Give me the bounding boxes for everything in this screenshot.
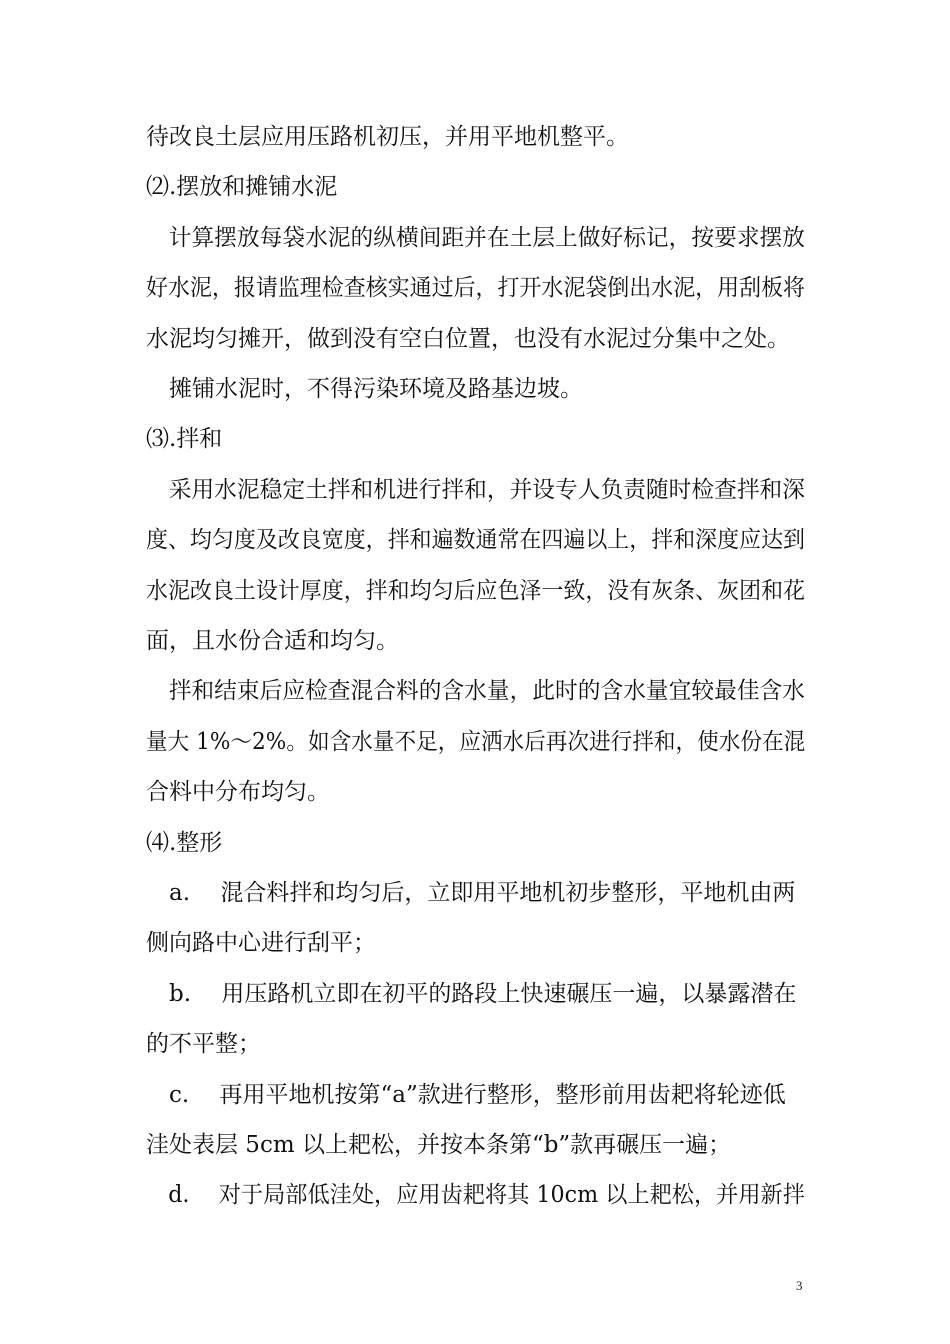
text-line: 的不平整；	[146, 1031, 261, 1057]
section-heading: ⑵.摆放和摊铺水泥	[146, 174, 338, 200]
text-line: 面，且水份合适和均匀。	[146, 628, 399, 654]
text-line: 水泥改良土设计厚度，拌和均匀后应色泽一致，没有灰条、灰团和花	[146, 578, 805, 604]
text-line: 拌和结束后应检查混合料的含水量，此时的含水量宜较最佳含水	[146, 678, 805, 704]
text-line: 摊铺水泥时，不得污染环境及路基边坡。	[146, 376, 583, 402]
text-line: 水泥均匀摊开，做到没有空白位置，也没有水泥过分集中之处。	[146, 326, 790, 352]
text-line: 采用水泥稳定土拌和机进行拌和，并设专人负责随时检查拌和深	[146, 477, 805, 503]
text-line: 好水泥，报请监理检查核实通过后，打开水泥袋倒出水泥，用刮板将	[146, 275, 805, 301]
text-line: 合料中分布均匀。	[146, 779, 330, 805]
text-line: a. 混合料拌和均匀后，立即用平地机初步整形，平地机由两	[146, 880, 796, 906]
text-line: 待改良土层应用压路机初压，并用平地机整平。	[146, 124, 629, 150]
text-line: 洼处表层 5cm 以上耙松，并按本条第“b”款再碾压一遍；	[146, 1132, 732, 1158]
text-line: 量大 1%～2%。如含水量不足，应洒水后再次进行拌和，使水份在混	[146, 729, 806, 755]
text-line: c. 再用平地机按第“a”款进行整形，整形前用齿耙将轮迹低	[146, 1082, 786, 1108]
text-line: 计算摆放每袋水泥的纵横间距并在土层上做好标记，按要求摆放	[146, 225, 805, 251]
text-line: 侧向路中心进行刮平；	[146, 930, 376, 956]
text-line: d. 对于局部低洼处，应用齿耙将其 10cm 以上耙松，并用新拌	[146, 1182, 805, 1208]
section-heading: ⑶.拌和	[146, 426, 223, 452]
page-number: 3	[796, 1278, 803, 1293]
text-line: 度、均匀度及改良宽度，拌和遍数通常在四遍以上，拌和深度应达到	[146, 527, 805, 553]
text-line: b. 用压路机立即在初平的路段上快速碾压一遍，以暴露潜在	[146, 981, 797, 1007]
section-heading: ⑷.整形	[146, 830, 223, 856]
